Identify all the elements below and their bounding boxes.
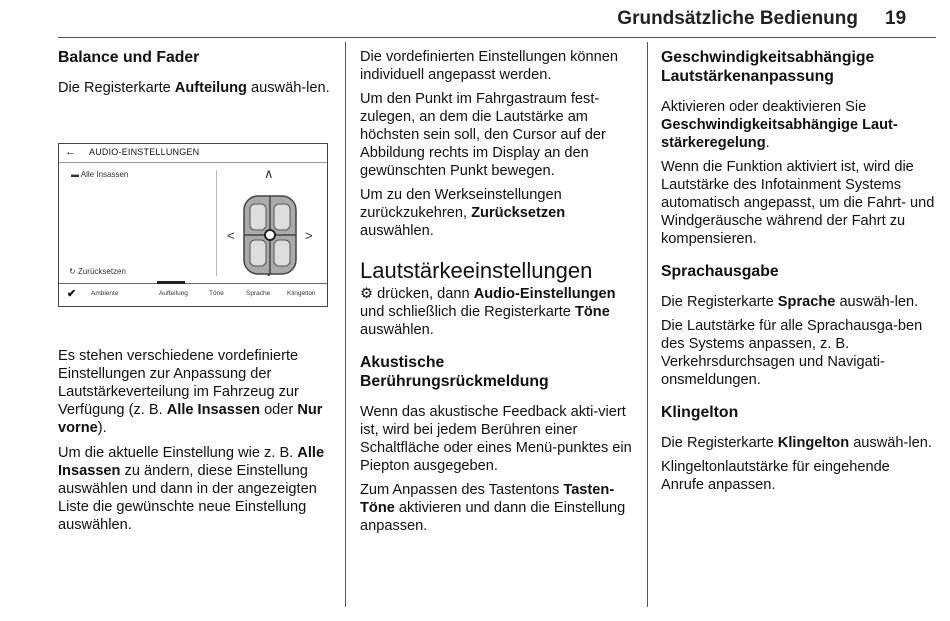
- arrow-left-icon: <: [227, 228, 235, 243]
- section-heading-speed-volume: Geschwindigkeitsabhängige Lautstärkenanpassung: [661, 49, 875, 85]
- section-heading-volume-settings: Lautstärkeeinstellungen: [360, 258, 593, 283]
- screen-title: AUDIO-EINSTELLUNGEN: [89, 147, 200, 157]
- header-rule: [58, 37, 936, 38]
- car-seats-icon: [242, 192, 298, 278]
- checkmark-icon: ✔: [67, 288, 77, 300]
- paragraph: Um den Punkt im Fahrgastraum fest-zulegen, an dem die Lautstärke am höchsten sein soll, den Cursor auf der Abbildung rechts im Display an den gewünschten Punkt bewegen.: [360, 91, 606, 179]
- back-arrow-icon: ←: [65, 146, 76, 158]
- column-3: [661, 48, 936, 494]
- paragraph: Die vordefinierten Einstellungen können individuell angepasst werden.: [360, 49, 618, 83]
- paragraph: Die Lautstärke für alle Sprachausga-ben des Systems anpassen, z. B. Verkehrsdurchsagen und Navigati-onsmeldungen.: [661, 318, 923, 388]
- paragraph: Die Registerkarte Aufteilung auswäh-len.: [58, 80, 330, 96]
- reset-option: ↻ Zurücksetzen: [69, 267, 126, 276]
- tab-ambiente: Ambiente: [91, 290, 119, 297]
- screen-titlebar: [59, 144, 327, 163]
- tab-aufteilung: Aufteilung: [159, 290, 188, 297]
- settings-gear-icon: ⚙: [360, 286, 374, 302]
- paragraph: Zum Anpassen des Tastentons Tasten-Töne aktivieren und dann die Einstellung anpassen.: [360, 482, 626, 534]
- section-heading-touch-feedback: Akustische Berührungsrückmeldung: [360, 354, 549, 390]
- paragraph: Aktivieren oder deaktivieren Sie Geschwindigkeitsabhängige Laut-stärkeregelung.: [661, 99, 898, 151]
- screen-divider: [216, 170, 217, 276]
- paragraph: Klingeltonlautstärke für eingehende Anrufe anpassen.: [661, 459, 890, 493]
- paragraph: ⚙ drücken, dann Audio-Einstellungen und schließlich die Registerkarte Töne auswählen.: [360, 286, 616, 338]
- audio-settings-screenshot: [58, 143, 328, 307]
- paragraph: Wenn das akustische Feedback akti-viert ist, wird bei jedem Berühren einer Schaltfläche oder eines Menü-punktes ein Piepton ausgegeben.: [360, 404, 632, 474]
- paragraph: Die Registerkarte Klingelton auswäh-len.: [661, 435, 932, 451]
- active-tab-indicator: [157, 281, 185, 284]
- column-divider-left: [345, 42, 346, 607]
- arrow-up-icon: ∧: [264, 166, 274, 181]
- column-2: [360, 48, 635, 535]
- column-1: [58, 48, 333, 534]
- tab-klingelton: Klingelton: [287, 290, 316, 297]
- arrow-right-icon: >: [305, 228, 313, 243]
- page-number: 19: [885, 8, 907, 29]
- page-header-title: Grundsätzliche Bedienung: [617, 8, 858, 29]
- section-heading-balance-fader: Balance und Fader: [58, 49, 200, 66]
- paragraph: Die Registerkarte Sprache auswäh-len.: [661, 294, 919, 310]
- paragraph: Wenn die Funktion aktiviert ist, wird die Lautstärke des Infotainment Systems automatisch angepasst, um die Fahrt- und Windgeräusche während der Fahrt zu kompensieren.: [661, 159, 935, 247]
- option-all-passengers: ▬ Alle Insassen: [71, 170, 129, 179]
- screen-tab-bar: [59, 283, 327, 306]
- paragraph: Um die aktuelle Einstellung wie z. B. Alle Insassen zu ändern, diese Einstellung auswählen und dann in der angezeigten Liste die gewünschte neue Einstellung auswählen.: [58, 445, 325, 533]
- section-heading-voice-output: Sprachausgabe: [661, 263, 779, 280]
- section-heading-ringtone: Klingelton: [661, 404, 739, 421]
- paragraph: Um zu den Werkseinstellungen zurückzukehren, Zurücksetzen auswählen.: [360, 187, 566, 239]
- tab-sprache: Sprache: [246, 290, 271, 297]
- column-divider-right: [647, 42, 648, 607]
- tab-toene: Töne: [209, 290, 224, 297]
- paragraph: Es stehen verschiedene vordefinierte Einstellungen zur Anpassung der Lautstärkeverteilung im Fahrzeug zur Verfügung (z. B. Alle Insassen oder Nur vorne).: [58, 348, 323, 436]
